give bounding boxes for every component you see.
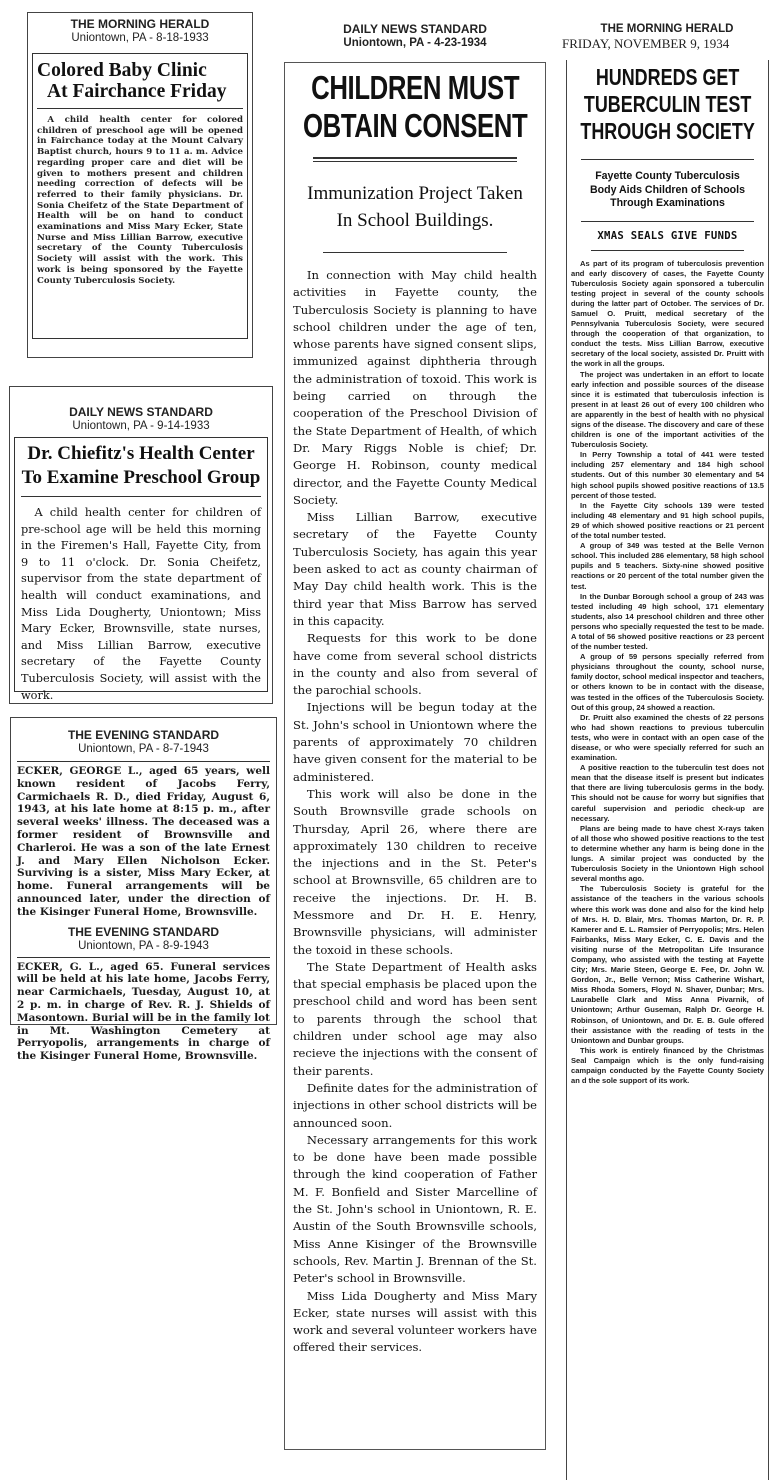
article-paragraph: In connection with May child health activities in Fayette county, the Tuberculosis Society is planning to have school children under the age of ten, whose parents have signed consent slips, immunized against diphtheria through the administration of toxoid. This work is being carried on through the cooperation of the Preschool Division of the State Department of Health, of which Dr. Mary Riggs Noble is chief; Dr. George H. Robinson, county medical director, and the Fayette County Medical Society. bbox=[293, 268, 537, 507]
clipping-morning-herald-1933 bbox=[27, 12, 253, 358]
funeral-notice-frame bbox=[17, 957, 270, 1063]
article-paragraph: Miss Lillian Barrow, executive secretary of the Fayette County Tuberculosis Society, has again this year been asked to act as county chairman of May Day child health work. This is the third year that Miss Barrow has served in this capacity. bbox=[293, 510, 537, 628]
article-paragraph: This work will also be done in the South Brownsville grade schools on Thursday, April 26, where there are approximately 130 children to receive the injections and in the St. Peter's school at Brownsville, 65 children are to receive the injections. Dr. H. B. Messmore and Dr. H. E. Henry, Brownsville physicians, will administer the toxoid in these schools. bbox=[293, 786, 537, 957]
article-paragraph: A group of 59 persons specially referred from physicians throughout the county, school nurse, family doctor, school medical inspector and teachers, or others known to be in contact with the disease, was tested in the offices of the Tuberculosis Society. Out of this group, 24 showed a reaction. bbox=[571, 652, 764, 712]
article-frame bbox=[14, 437, 268, 702]
newspaper-location-date: Uniontown, PA - 4-23-1934 bbox=[343, 37, 487, 49]
article-paragraph: A child health center for children of pre-school age will be held this morning in the Firemen's Hall, Fayette City, from 9 to 11 o'clock. Dr. Sonia Cheifetz, supervisor from the state department of health will conduct examinations, and Miss Lida Dougherty, Uniontown; Miss Mary Ecker, Brownsville, state nurses, and Miss Lillian Barrow, executive secretary of the Fayette County Tuberculosis Society, will assist with the work. bbox=[21, 506, 261, 702]
newspaper-location-date: Uniontown, PA - 8-7-1943 bbox=[78, 743, 209, 755]
clipping-source-morning-herald-1934 bbox=[562, 22, 772, 51]
newspaper-location-date: Uniontown, PA - 9-14-1933 bbox=[72, 420, 210, 432]
article-body bbox=[293, 267, 537, 1357]
article-paragraph: In the Dunbar Borough school a group of 243 was tested including 49 high school, 171 elementary students, also 14 preschool children and three other persons who specially requested the test to be made. A total of 56 showed positive reactions or 23 percent of the number tested. bbox=[571, 591, 764, 652]
headline-line-2: TUBERCULIN TEST bbox=[583, 91, 752, 117]
article-paragraph: The project was undertaken in an effort to locate early infection and possible sources of the disease since it is estimated that tuberculosis infection is present in at least 26 out of every 100 children who are apparently in the best of health with no physical signs of the disease. The discovery and care of these children is one of the important activities of the Tuberculosis Society. bbox=[571, 369, 764, 450]
headline bbox=[21, 442, 261, 490]
article-paragraph: A child health center for colored children of preschool age will be opened in Fairchance today at the Mount Calvary Baptist church, hours 9 to 11 a. m. Advice regarding proper care and diet will be given to mothers present and children needing correction of defects will be referred to their family physicians. Dr. Sonia Cheifetz of the State Department of Health will be on hand to conduct examinations and Miss Mary Ecker, State Nurse and Miss Lillian Barrow, executive secretary of the County Tuberculosis Society will assist with the work. This work is being sponsored by the Fayette County Tuberculosis Society. bbox=[37, 115, 243, 286]
newspaper-location-date-2: Uniontown, PA - 8-9-1943 bbox=[78, 939, 209, 952]
newspaper-name: DAILY NEWS STANDARD bbox=[69, 405, 213, 419]
newspaper-name-2: THE EVENING STANDARD bbox=[67, 924, 220, 939]
headline-line-3: THROUGH SOCIETY bbox=[580, 118, 755, 144]
article-paragraph: Requests for this work to be done have come from several school districts in the county and also from several of the parochial schools. bbox=[293, 631, 537, 698]
article-paragraph: In Perry Township a total of 441 were tested including 257 elementary and 184 high school students. Out of this number 30 elementary and 54 high school pupils showed positive reactions of 13.5 percent of those tested. bbox=[571, 450, 764, 500]
deck-line-1: Immunization Project Taken bbox=[307, 183, 523, 204]
headline-line-2: OBTAIN CONSENT bbox=[302, 107, 528, 144]
clipping-children-must-obtain-consent bbox=[284, 62, 546, 1450]
deck bbox=[571, 170, 764, 211]
subhead-rule bbox=[591, 250, 744, 251]
deck-line-3: Through Examinations bbox=[610, 197, 725, 209]
obituary-frame bbox=[17, 761, 270, 919]
article-paragraph: The Tuberculosis Society is grateful for the assistance of the teachers in the various schools where this work was done and also for the kind help of Mrs. H. D. Blair, Mrs. Thomas Marton, Dr. R. P. Kamerer and E. L. Ramsier of Perryopolis; Mrs. Helen Fairbanks, Miss Mary Ecker, C. E. Davis and the visiting nurse of the Metropolitan Life Insurance Company, who assisted with the testing at Fayette City; Mrs. Marie Steen, George E. Fee, Dr. John W. Gordon, Jr., Belle Vernon; Miss Catherine Wishart, Miss Rhoda Somers, Floyd N. Shaver, Dunbar; Mrs. Laurabelle Clark and Miss Anna Pivarnik, of Uniontown; Arthur Guseman, Ralph Dr. George H. Robinson, of Uniontown, and Dr. E. B. Gule offered their assistance with the reading of tests in the Uniontown and Dunbar groups. bbox=[571, 884, 764, 1045]
deck-line-2: Body Aids Children of Schools bbox=[590, 183, 745, 196]
article-paragraph: Plans are being made to have chest X-rays taken of all those who showed positive reactions to the test to determine whether any harm is being done in the lungs. A similar project was conducted by the Tuberculosis Society in the Uniontown High school several months ago. bbox=[571, 823, 764, 884]
headline bbox=[293, 69, 537, 145]
article-paragraph: Dr. Pruitt also examined the chests of 22 persons who had shown reactions to previous tuberculin tests, who were in contact with an open case of the disease, or who were specially referred for such an examination. bbox=[571, 712, 764, 763]
newspaper-location-date: Uniontown, PA - 8-18-1933 bbox=[71, 32, 209, 44]
headline-line-1: CHILDREN MUST bbox=[311, 69, 519, 106]
newspaper-date: FRIDAY, NOVEMBER 9, 1934 bbox=[562, 36, 730, 51]
article-paragraph: In the Fayette City schools 139 were tested including 48 elementary and 91 high school pupils, 29 of which showed positive reactions or 21 percent of the total number tested. bbox=[571, 500, 764, 541]
clipping-daily-news-1933 bbox=[9, 386, 273, 704]
headline-line-1: Dr. Chiefitz's Health Center bbox=[27, 443, 255, 464]
article-paragraph: As part of its program of tuberculosis prevention and early discovery of cases, the Fayette County Tuberculosis Society again sponsored a tuberculin testing project in several of the county schools during the latter part of October. The services of Dr. Samuel O. Pruitt, medical secretary of the Pennsylvania Tuberculosis Society, were secured through the cooperation of that organization, to conduct the tests. Miss Lillian Barrow, executive secretary of the local society, assisted Dr. Pruitt with the work in all the groups. bbox=[571, 258, 764, 369]
headline-line-2: At Fairchance Friday bbox=[47, 81, 227, 102]
headline-rule bbox=[581, 159, 754, 160]
article-body bbox=[21, 505, 261, 704]
clipping-hundreds-get-tuberculin-test bbox=[566, 60, 769, 1480]
article-frame bbox=[32, 53, 248, 339]
deck-rule bbox=[581, 221, 754, 222]
deck-line-2: In School Buildings. bbox=[336, 210, 494, 231]
article-body bbox=[571, 259, 764, 1087]
obituary-paragraph: ECKER, GEORGE L., aged 65 years, well known resident of Jacobs Ferry, Carmichaels R. D., died Friday, August 6, 1943, at his late home at 8:15 p. m., after several weeks' illness. The deceased was a former resident of Brownsville and Charleroi. He was a son of the late Ernest J. and Mary Ellen Nicholson Ecker. Surviving is a sister, Miss Mary Ecker, at home. Funeral arrangements will be announced later, under the direction of the Kisinger Funeral Home, Brownsville. bbox=[17, 765, 270, 918]
deck-line-1: Fayette County Tuberculosis bbox=[595, 170, 740, 182]
headline-line-2: To Examine Preschool Group bbox=[21, 467, 261, 488]
headline bbox=[37, 60, 243, 102]
funeral-notice-body bbox=[17, 961, 270, 1063]
clipping-source-daily-news-1934 bbox=[290, 22, 540, 50]
article-paragraph: Definite dates for the administration of injections in other school districts will be announced soon. bbox=[293, 1080, 537, 1130]
newspaper-name: THE MORNING HERALD bbox=[70, 17, 210, 31]
article-paragraph: The State Department of Health asks that special emphasis be placed upon the preschool child and word has been sent to parents through the school that children under school age may also recieve the injections with the consent of their parents. bbox=[293, 959, 537, 1078]
headline-line-1: HUNDREDS GET bbox=[595, 64, 740, 90]
divider bbox=[21, 496, 261, 497]
clipping-evening-standard-1943-a bbox=[10, 717, 277, 1063]
article-paragraph: Necessary arrangements for this work to be done have been made possible through the kind cooperation of Father M. F. Bonfield and Sister Marcelline of the St. John's school in Uniontown, R. E. Austin of the South Brownsville schools, Miss Anne Kisinger of the Brownsville schools, Rev. Martin J. Brennan of the St. Peter's school in Brownsville. bbox=[293, 1132, 537, 1286]
funeral-notice-paragraph: ECKER, G. L., aged 65. Funeral services will be held at his late home, Jacobs Ferry, near Carmichaels, Tuesday, August 10, at 2 p. m. in charge of Rev. R. J. Shields of Masontown. Burial will be in the family lot in Mt. Washington Cemetery at Perryopolis, arrangements in charge of the Kisinger Funeral Home, Brownsville. bbox=[17, 960, 270, 1063]
article-paragraph: Injections will be begun today at the St. John's school in Uniontown where the parents of approximately 70 children have given consent for the material to be administered. bbox=[293, 700, 537, 784]
article-body bbox=[37, 115, 243, 286]
divider bbox=[37, 108, 243, 109]
newspaper-name: THE MORNING HERALD bbox=[600, 23, 734, 35]
newspaper-name: DAILY NEWS STANDARD bbox=[343, 22, 487, 36]
obituary-body bbox=[17, 765, 270, 919]
deck bbox=[293, 180, 537, 234]
article-paragraph: Miss Lida Dougherty and Miss Mary Ecker, state nurses will assist with this work and several volunteer workers have offered their services. bbox=[293, 1288, 537, 1355]
article-paragraph: A group of 349 was tested at the Belle Vernon school. This included 286 elementary, 58 high school pupils and 5 teachers. Sixty-nine showed positive reactions or 20 percent of the total number given the test. bbox=[571, 541, 764, 591]
article-paragraph: A positive reaction to the tuberculin test does not mean that the disease itself is present but indicates that there are living tuberculosis germs in the body. This should not be cause for worry but signifies that careful supervision and periodic check-up are necessary. bbox=[571, 763, 764, 823]
headline-line-1: Colored Baby Clinic bbox=[37, 60, 207, 81]
deck-rule bbox=[323, 252, 507, 253]
subhead: XMAS SEALS GIVE FUNDS bbox=[597, 229, 738, 242]
newspaper-name: THE EVENING STANDARD bbox=[67, 728, 220, 742]
headline-rule bbox=[313, 157, 517, 162]
article-paragraph: This work is entirely financed by the Christmas Seal Campaign which is the only fund-raising campaign conducted by the Fayette County Society an d the sole support of its work. bbox=[571, 1045, 764, 1086]
headline bbox=[573, 64, 763, 145]
